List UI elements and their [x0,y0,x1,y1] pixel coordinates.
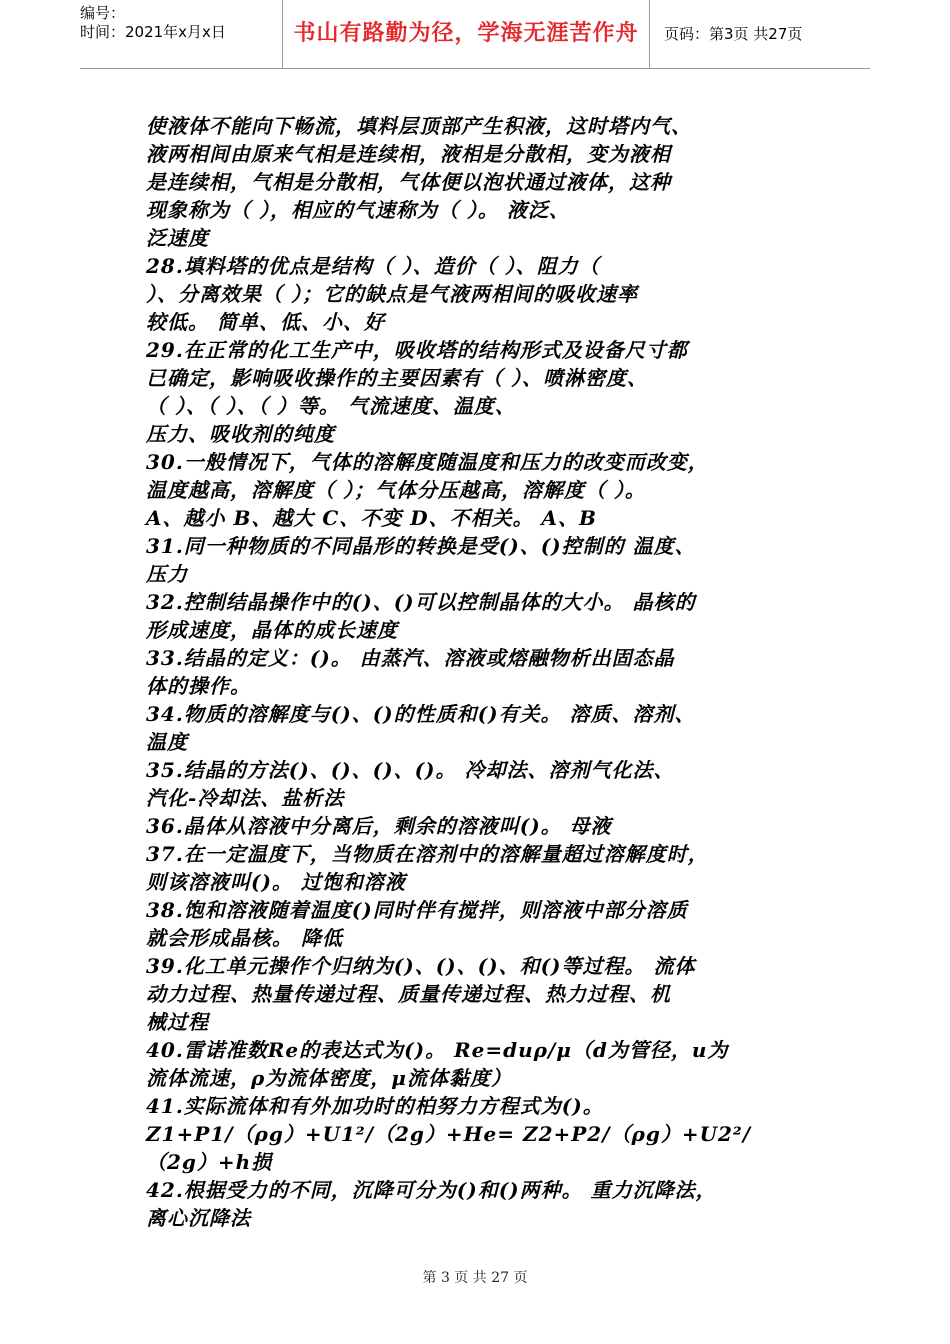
text-line: 32.控制结晶操作中的()、()可以控制晶体的大小。 晶核的 [146,590,696,614]
text-line: 已确定，影响吸收操作的主要因素有（ ）、喷淋密度、 [146,366,648,390]
text-line: 34.物质的溶解度与()、()的性质和()有关。 溶质、溶剂、 [146,702,696,726]
text-line: 35.结晶的方法()、()、()、()。 冷却法、溶剂气化法、 [146,758,675,782]
text-line: Z1+P1/（ρg）+U1²/（2g）+He= Z2+P2/（ρg）+U2²/（2g）+h损 [146,1122,751,1174]
text-line: 汽化-冷却法、盐析法 [146,786,345,810]
header-motto-cell [282,0,650,68]
text-line: 31.同一种物质的不同晶形的转换是受()、()控制的 温度、 [146,534,696,558]
text-line: 40.雷诺准数Re的表达式为()。 Re=duρ/μ（d为管径，u为 [146,1038,729,1062]
text-line: 就会形成晶核。 降低 [146,926,343,950]
text-line: 30.一般情况下，气体的溶解度随温度和压力的改变而改变， [146,450,709,474]
text-line: 械过程 [146,1010,209,1034]
page-footer: 第 3 页 共 27 页 [422,1270,528,1286]
text-line: 离心沉降法 [146,1206,251,1230]
text-line: 泛速度 [146,226,209,250]
page-header [80,0,870,69]
time-label: 时间：2021年x月x日 [80,23,226,41]
text-line: 体的操作。 [146,674,251,698]
text-line: 28.填料塔的优点是结构（ ）、造价（ ）、阻力（ [146,254,600,278]
text-line: 37.在一定温度下，当物质在溶剂中的溶解量超过溶解度时， [146,842,709,866]
text-line: 动力过程、热量传递过程、质量传递过程、热力过程、机 [146,982,671,1006]
text-line: 使液体不能向下畅流，填料层顶部产生积液，这时塔内气、 [146,114,692,138]
text-line: 36.晶体从溶液中分离后，剩余的溶液叫()。 母液 [146,814,612,838]
text-line: 29.在正常的化工生产中，吸收塔的结构形式及设备尺寸都 [146,338,688,362]
page-info: 页码：第3页 共27页 [664,25,803,43]
text-line: （ ）、（ ）、（ ）等。 气流速度、温度、 [146,394,516,418]
text-line: A、越小 B、越大 C、不变 D、不相关。 A、B [146,506,597,530]
text-line: 是连续相，气相是分散相，气体便以泡状通过液体，这种 [146,170,671,194]
text-line: 压力 [146,562,188,586]
serial-label: 编号： [80,4,126,22]
text-line: 38.饱和溶液随着温度()同时伴有搅拌，则溶液中部分溶质 [146,898,688,922]
header-meta [80,0,280,68]
document-body [146,112,810,1232]
text-line: 较低。 简单、低、小、好 [146,310,385,334]
text-line: 形成速度，晶体的成长速度 [146,618,398,642]
text-line: 温度越高，溶解度（ ）；气体分压越高，溶解度（ ）。 [146,478,646,502]
text-line: 41.实际流体和有外加功时的柏努力方程式为()。 [146,1094,604,1118]
text-line: 现象称为（ ），相应的气速称为（ ）。 液泛、 [146,198,570,222]
text-line: 液两相间由原来气相是连续相，液相是分散相，变为液相 [146,142,671,166]
text-line: 39.化工单元操作个归纳为()、()、()、和()等过程。 流体 [146,954,696,978]
text-line: 流体流速，ρ为流体密度，μ流体黏度） [146,1066,512,1090]
text-line: ）、分离效果（ ）；它的缺点是气液两相间的吸收速率 [146,282,638,306]
text-line: 压力、吸收剂的纯度 [146,422,335,446]
text-line: 则该溶液叫()。 过饱和溶液 [146,870,406,894]
text-line: 温度 [146,730,188,754]
text-line: 33.结晶的定义：()。 由蒸汽、溶液或熔融物析出固态晶 [146,646,675,670]
motto-text: 书山有路勤为径，学海无涯苦作舟 [293,21,639,46]
text-line: 42.根据受力的不同，沉降可分为()和()两种。 重力沉降法， [146,1178,717,1202]
